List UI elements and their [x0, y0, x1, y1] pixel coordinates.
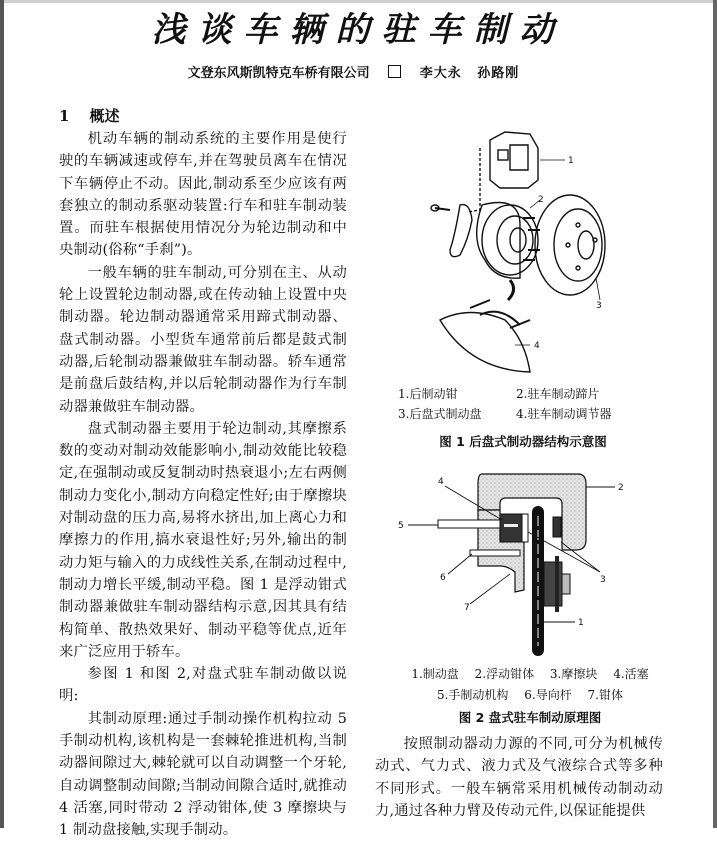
figure2-legend: [385, 664, 675, 706]
legend-item: 4.活塞: [613, 667, 649, 681]
legend-item: 6.导向杆: [524, 688, 572, 702]
piston-shape: [500, 514, 522, 542]
figure1-legend: [398, 384, 648, 424]
legend-item: 7.钳体: [587, 688, 623, 702]
left-column: [59, 104, 347, 842]
byline: [0, 62, 717, 81]
fig2-callout: 6: [440, 573, 446, 583]
page-right-border: [713, 0, 717, 828]
affiliation: 文登东风斯凯特克车桥有限公司: [187, 66, 370, 81]
fig2-callout: 5: [398, 521, 404, 531]
paragraph: 一般车辆的驻车制动,可分别在主、从动轮上设置轮边制动器,或在传动轴上设置中央制动器。轮边制动器通常采用蹄式制动器、盘式制动器。小型货车通常前后都是鼓式制动器,后轮制动器兼做驻车制动器。轿车通常是前盘后鼓结构,并以后轮制动器作为行车制动器兼做驻车制动器。: [59, 264, 347, 415]
section-number: 1: [59, 107, 70, 125]
fig1-callout: 1: [568, 156, 574, 166]
page-left-border: [0, 0, 4, 828]
fig2-callout: 2: [618, 483, 624, 493]
legend-item: 2.驻车制动蹄片: [516, 387, 600, 401]
paragraph: 按照制动器动力源的不同,可分为机械传动式、气力式、液力式及气液综合式等多种不同形式。一般车辆常采用机械传动制动动力,通过各种力臂及传动元件,以保证能提供: [375, 736, 663, 819]
legend-item: 4.驻车制动调节器: [516, 407, 612, 421]
figure2-drawing: [390, 462, 660, 662]
article-title: 浅谈车辆的驻车制动: [151, 10, 566, 50]
separator-box-icon: [388, 65, 401, 78]
figure2-caption: 图 2 盘式驻车制动原理图: [458, 710, 602, 725]
author: 李大永: [419, 66, 462, 81]
figure1-caption: 图 1 后盘式制动器结构示意图: [439, 434, 607, 449]
caliper-shape: [490, 132, 538, 188]
legend-item: 3.摩擦块: [549, 667, 598, 681]
figure1-drawing: [410, 110, 610, 382]
section-heading: [59, 104, 347, 128]
legend-item: 5.手制动机构: [436, 688, 509, 702]
legend-item: 3.后盘式制动盘: [398, 407, 482, 421]
fig2-callout: 7: [464, 603, 470, 613]
paragraph: 参图 1 和图 2,对盘式驻车制动做以说明:: [59, 666, 347, 705]
fig1-callout: 2: [538, 195, 544, 205]
section-title: 概述: [89, 107, 120, 125]
right-column-text: [375, 733, 663, 822]
fig2-callout: 3: [600, 575, 606, 585]
legend-item: 2.浮动钳体: [474, 667, 535, 681]
legend-item: 1.后制动钳: [398, 387, 458, 401]
paragraph: 盘式制动器主要用于轮边制动,其摩擦系数的变动对制动效能影响小,制动效能比较稳定,在强制动或反复制动时热衰退小;左右两侧制动力变化小,制动方向稳定性好;由于摩擦块对制动盘的压力高,易将水挤出,加上离心力和摩擦力的作用,搞水衰退性好;另外,输出的制动力矩与输入的力成线性关系,在制动过程中,制动力增长平缓,制动平稳。图 1 是浮动钳式制动器兼做驻车制动器结构示意,因其具有结构简单、散热效果好、制动平稳等优点,近年来广泛应用于轿车。: [59, 420, 347, 660]
guide-rod-shape: [470, 550, 520, 556]
author: 孙路刚: [477, 66, 520, 81]
legend-item: 1.制动盘: [411, 667, 459, 681]
paragraph: 其制动原理:通过手制动操作机构拉动 5 手制动机构,该机构是一套棘轮推进机构,当制动器间隙过大,棘轮就可以自动调整一个牙轮,自动调整制动间隙;当制动间隙合适时,就推动 4 活塞,同时带动 2 浮动钳体,使 3 摩擦块与 1 制动盘接触,实现手制动。: [59, 710, 347, 839]
paragraph: 机动车辆的制动系统的主要作用是使行驶的车辆减速或停车,并在驾驶员离车在情况下车辆停止不动。因此,制动系至少应该有两套独立的制动系驱动装置:行车和驻车制动装置。而驻车根据使用情况分为轮边制动和中央制动(俗称“手刹”)。: [59, 131, 347, 259]
fig2-callout: 1: [578, 618, 584, 628]
fig1-callout: 4: [534, 341, 540, 351]
handbrake-rod-shape: [438, 520, 500, 528]
fig1-callout: 3: [596, 301, 602, 311]
authors: [420, 66, 530, 81]
fig2-callout: 4: [438, 477, 444, 487]
